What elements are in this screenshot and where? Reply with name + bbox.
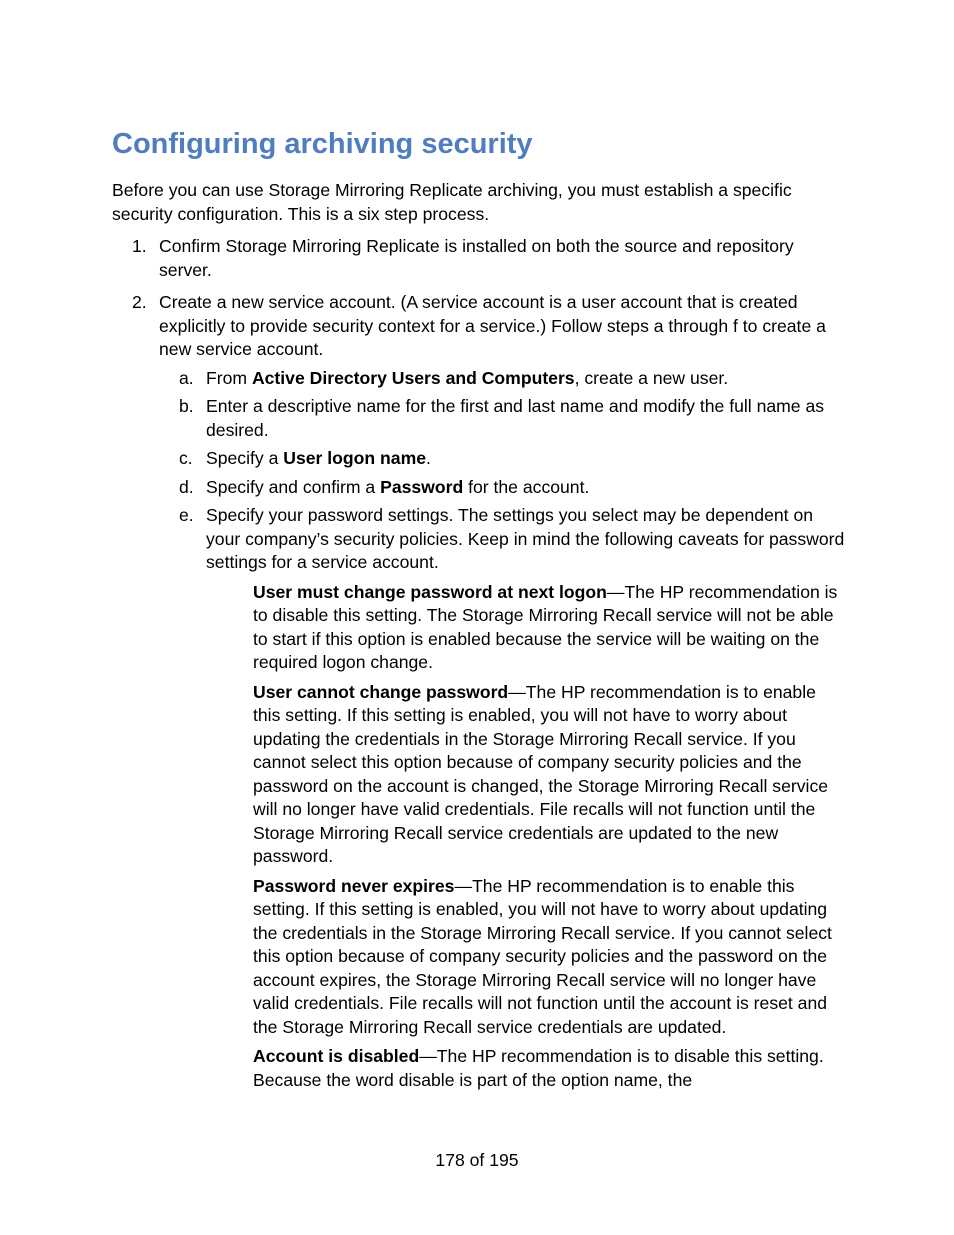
caveat-text: —The HP recommendation is to disable this setting. Because the word disable is part of the option name, the [253,1046,824,1090]
substep-bold: Password [380,476,464,497]
substep-text: . [426,448,431,468]
substep-text: for the account. [463,476,590,497]
step-number: 1. [132,236,147,256]
substep-b [112,395,847,442]
substep-letter: d. [179,476,194,497]
substep-letter: a. [179,367,194,388]
caveat-title: User cannot change password [253,681,509,702]
substep-bold: User logon name [283,448,427,468]
page-title: Configuring archiving security [112,128,533,160]
caveat-account-disabled [112,1045,847,1092]
substep-letter: c. [179,448,193,468]
step-number: 2. [132,292,147,312]
substep-letter: b. [179,396,194,416]
substep-c [112,447,847,471]
substep-letter: e. [179,505,194,525]
document-page [112,126,847,1092]
page-number: 178 of 195 [435,1150,519,1170]
step-2 [112,291,847,362]
substep-text: , create a new user. [574,367,729,388]
substep-d [112,476,847,500]
caveat-must-change-password [112,581,847,675]
substep-text: From [206,367,252,388]
substep-text: Enter a descriptive name for the first and last name and modify the full name as desired. [206,396,825,440]
caveat-title: Password never expires [253,875,455,896]
substep-a [112,367,847,391]
substep-text: Specify your password settings. The settings you select may be dependent on your company’s security policies. Keep in mind the following caveats for password settings for a service account. [206,505,845,572]
caveat-text: —The HP recommendation is to enable this setting. If this setting is enabled, you will not have to worry about updating the credentials in the Storage Mirroring Recall service. If you cannot select this option because of company security policies and the password on the account expires, the Storage Mirroring Recall service will no longer have valid credentials. File recalls will not function until the account is reset and the Storage Mirroring Recall service credentials are updated. [253,875,832,1037]
step-text: Confirm Storage Mirroring Replicate is installed on both the source and repository server. [159,236,794,280]
caveat-title: User must change password at next logon [253,581,607,602]
step-1 [112,235,847,282]
step-text: Create a new service account. (A service account is a user account that is created explicitly to provide security context for a service.) Follow steps a through f to create a new service account. [159,292,826,359]
substep-e [112,504,847,575]
caveat-cannot-change-password [112,681,847,869]
caveat-text: —The HP recommendation is to disable this setting. The Storage Mirroring Recall service will not be able to start if this option is enabled because the service will be waiting on the required logon change. [253,581,838,672]
substep-bold: Active Directory Users and Computers [251,367,575,388]
substep-text: Specify and confirm a [206,476,381,497]
substep-text: Specify a [206,448,284,468]
caveat-password-never-expires [112,875,847,1040]
caveat-text: —The HP recommendation is to enable this setting. If this setting is enabled, you will not have to worry about updating the credentials in the Storage Mirroring Recall service. If you cannot select this option because of company security policies and the password on the account is changed, the Storage Mirroring Recall service will no longer have valid credentials. File recalls will not function until the Storage Mirroring Recall service credentials are updated to the new password. [253,681,829,866]
caveat-title: Account is disabled [253,1046,420,1066]
intro-paragraph: Before you can use Storage Mirroring Replicate archiving, you must establish a specific security configuration. This is a six step process. [112,180,792,224]
